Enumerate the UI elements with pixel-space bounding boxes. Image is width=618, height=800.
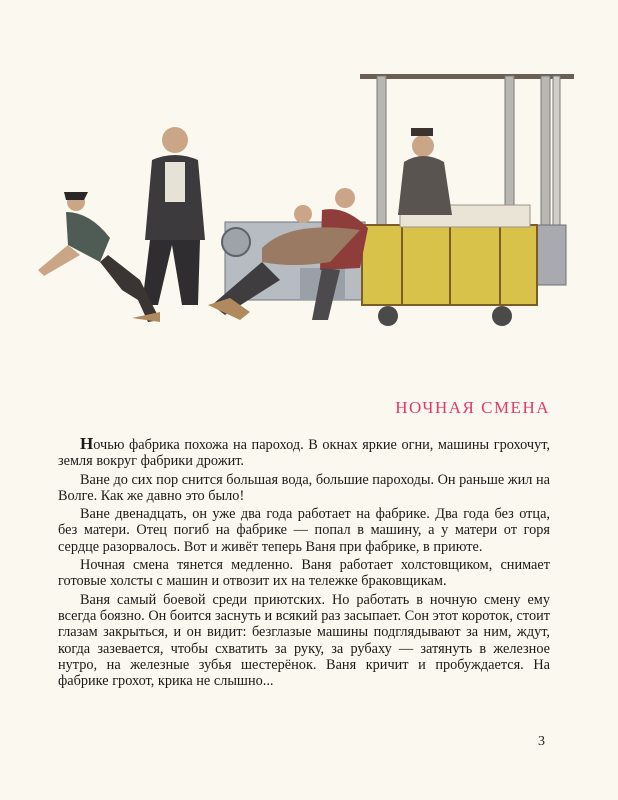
paragraph-1 <box>58 436 550 470</box>
story-text <box>58 436 550 691</box>
chapter-title: НОЧНАЯ СМЕНА <box>395 398 550 417</box>
paragraph-3: Ване двенадцать, он уже два года работает на фабрике. Два года без отца, без матери. Отец погиб на фабрике — попал в машину, а у матери от горя сердце разорвалось. Вот и живёт теперь Ваня при фабрике, в приюте. <box>58 506 550 555</box>
cart <box>362 205 537 326</box>
running-boy <box>38 192 160 322</box>
page-number: 3 <box>538 734 545 749</box>
paragraph-5: Ваня самый боевой среди приютских. Но работать в ночную смену ему всегда боязно. Он боится заснуть и всякий раз засыпает. Сон этот короток, стоит глазам закрыться, и он видит: безглазые машины подглядывают за ним, ждут, когда зазевается, чтобы схватить за руку, за рубаху — затянуть в железное нутро, на железные зубья шестерёнок. Ваня кричит и пробуждается. На фабрике грохот, крика не слышно... <box>58 591 550 690</box>
worker-figure <box>398 128 452 215</box>
foreman-figure <box>142 127 205 305</box>
paragraph-1-text: очью фабрика похожа на пароход. В окнах яркие огни, машины грохочут, земля вокруг фабрики дрожит. <box>58 437 550 470</box>
paragraph-2: Ване до сих пор снится большая вода, большие пароходы. Он раньше жил на Волге. Как же давно это было! <box>58 471 550 504</box>
factory-illustration <box>0 0 618 340</box>
drop-cap: Н <box>80 434 94 453</box>
paragraph-4: Ночная смена тянется медленно. Ваня работает холстовщиком, снимает готовые холсты с машин и отвозит их на тележке браковщикам. <box>58 557 550 590</box>
